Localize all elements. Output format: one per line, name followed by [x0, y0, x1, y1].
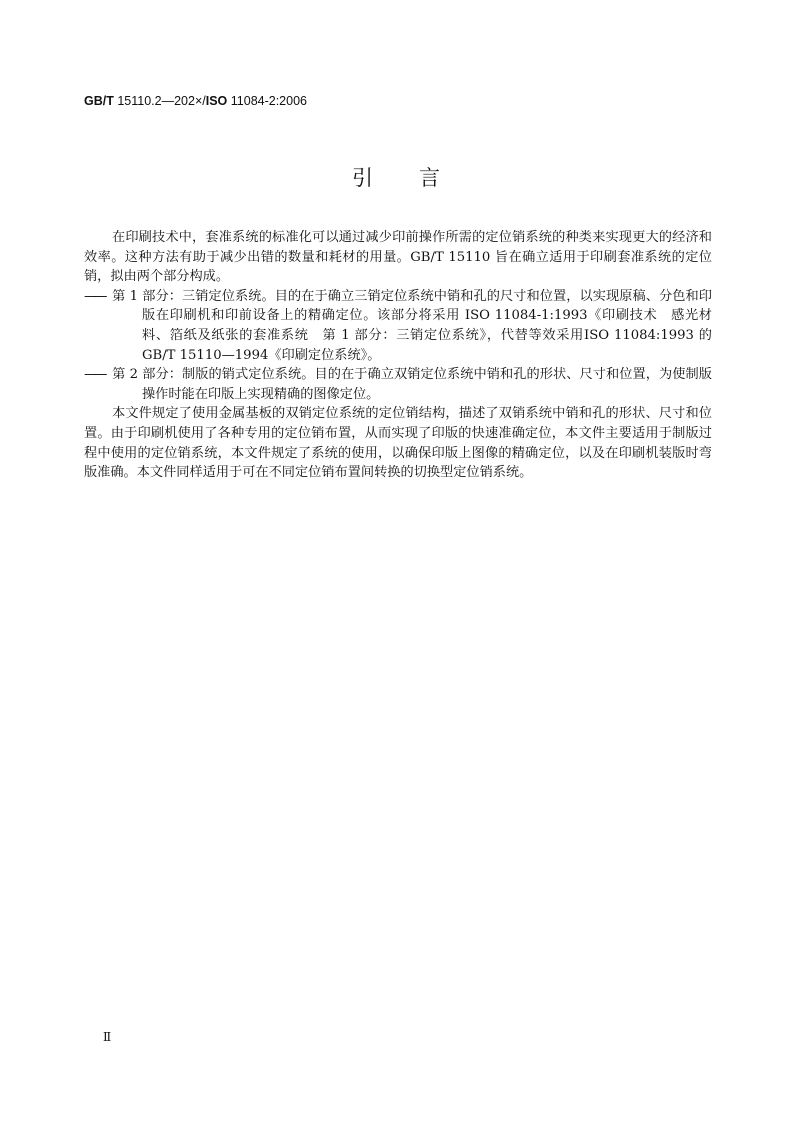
list-item-part-1: [84, 287, 712, 365]
page-number: Ⅱ: [103, 1030, 112, 1044]
list-dash-1: ——: [84, 288, 105, 304]
header-iso-prefix: ISO: [205, 94, 228, 108]
introduction-body: [84, 228, 712, 483]
header-iso-number: 11084-2:2006: [230, 94, 307, 108]
document-header: [84, 94, 307, 108]
list-dash-2: ——: [84, 367, 105, 383]
list-item-part-2: [84, 365, 712, 404]
header-standard-number: 15110.2—202×/: [117, 94, 206, 108]
title-char-1: 引: [352, 166, 375, 190]
list-item-part-2-text: 第 2 部分：制版的销式定位系统。目的在于确立双销定位系统中销和孔的形状、尺寸和位置，为使制版操作时能在印版上实现精确的图像定位。: [112, 367, 712, 402]
header-standard-prefix: GB/T: [84, 94, 114, 108]
intro-paragraph-2: 本文件规定了使用金属基板的双销定位系统的定位销结构，描述了双销系统中销和孔的形状、尺寸和位置。由于印刷机使用了各种专用的定位销布置，从而实现了印版的快速准确定位，本文件主要适用于制版过程中使用的定位销系统，本文件规定了系统的使用，以确保印版上图像的精确定位，以及在印刷机装版时弯版准确。本文件同样适用于可在不同定位销布置间转换的切换型定位销系统。: [84, 406, 712, 481]
list-item-part-1-text: 第 1 部分：三销定位系统。目的在于确立三销定位系统中销和孔的尺寸和位置，以实现原稿、分色和印版在印刷机和印前设备上的精确定位。该部分将采用 ISO 11084-1:1993《印刷技术 感光材料、箔纸及纸张的套准系统 第 1 部分：三销定位系统》，代替等效采用ISO 11084:1993 的 GB/T 15110—1994《印刷定位系统》。: [112, 288, 712, 363]
page-title: [0, 162, 794, 192]
title-char-2: 言: [419, 166, 442, 190]
intro-paragraph-1: 在印刷技术中，套准系统的标准化可以通过减少印前操作所需的定位销系统的种类来实现更大的经济和效率。这种方法有助于减少出错的数量和耗材的用量。GB/T 15110 旨在确立适用于印刷套准系统的定位销，拟由两个部分构成。: [84, 230, 712, 285]
